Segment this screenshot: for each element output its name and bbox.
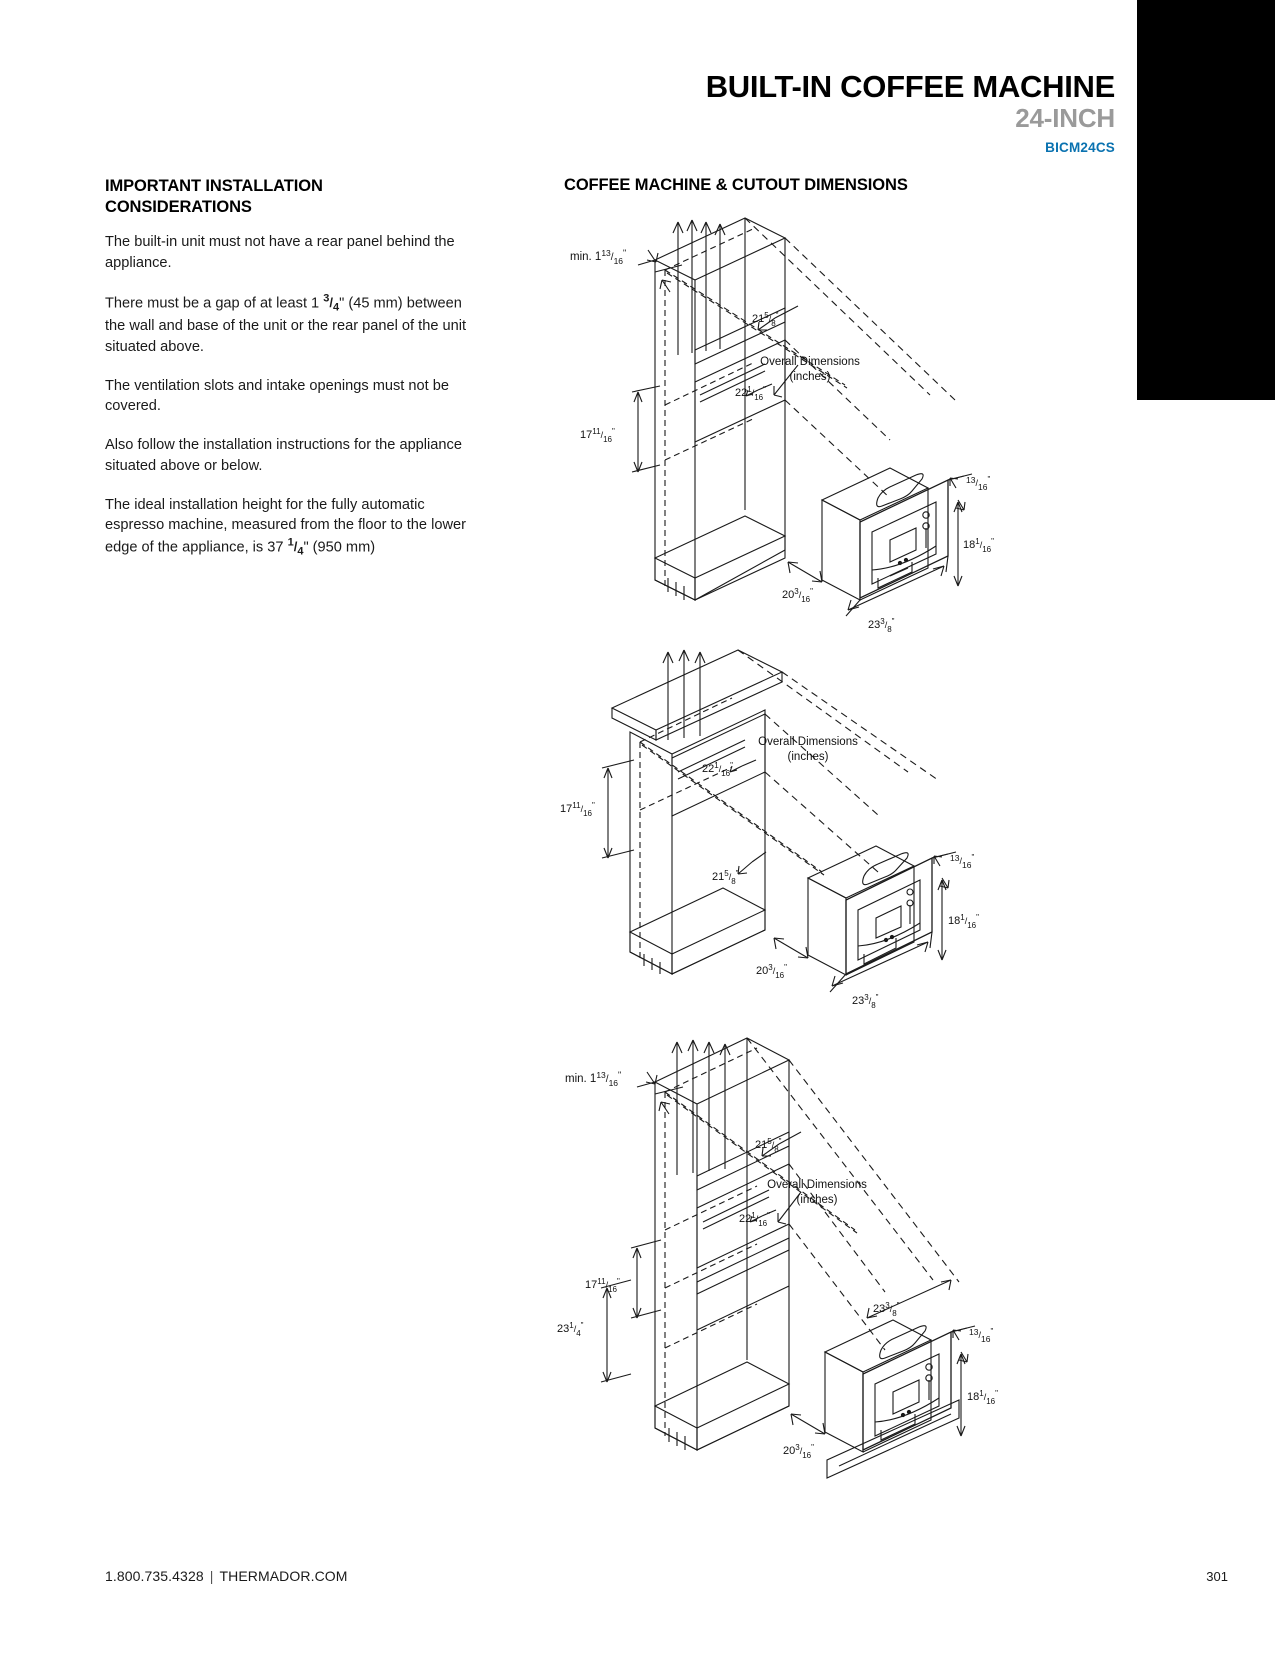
footer-phone: 1.800.735.4328 [105,1568,204,1584]
dim3-lower-vertical [601,1280,631,1382]
paragraph-4: Also follow the installation instructions for the appliance situated above or below. [105,437,462,474]
overall-dimensions-3-line1: Overall Dimensions [767,1179,867,1191]
airflow-arrows [663,650,705,740]
paragraph-2-text-a: There must be a gap of at least 1 [105,294,324,311]
page-subtitle: 24-INCH [1015,103,1115,134]
dim2-width-23 [830,932,932,992]
dim-17-11-16-label: $17^{11}_{/16}^"$ [580,427,615,444]
dim3-17-11-16-label: $17^{11}_{/16}^"$ [585,1277,620,1294]
fraction-three-quarters: $^3/_4$ [323,292,340,314]
dim-22-1-16-label: $22^1_{/16}^"$ [735,385,766,402]
overall-dimensions-3-line2: (inches) [796,1194,838,1206]
diagram-1-single-cutout [560,210,1000,640]
diagram-2-svg [560,640,1000,1020]
dim3-depth-vertical [631,1240,661,1318]
dim2-height-18 [932,852,956,960]
footer-separator: | [209,1568,214,1584]
dim2-23-3-8-label: $23^3_{/8}^"$ [852,993,879,1010]
dim3-depth-20 [791,1414,825,1434]
footer-website: THERMADOR.COM [219,1568,348,1584]
paragraph-3: The ventilation slots and intake openings must not be covered. [105,377,449,415]
dim-depth-20 [788,562,822,582]
dim3-22-1-16-label: $22^1_{/16}^"$ [739,1211,770,1228]
overall-dimensions-line1: Overall Dimensions [760,356,860,368]
dim2-22-1-16-label: $22^1_{/16}^"$ [702,761,733,778]
dim2-13-16-label: $^{13}/_{16}^"$ [950,853,975,870]
fraction-numerator: 1 [287,536,294,549]
dim3-min-gap-label: min. $1^{13}/_{16}^"$ [565,1070,622,1088]
section-heading: IMPORTANT INSTALLATION CONSIDERATIONS [105,177,323,217]
dim-min-gap-label: min. $1^{13}/_{16}^"$ [570,248,627,266]
dim-23-3-8-label: $23^3_{/8}^"$ [868,617,895,634]
diagram-3-tall-cabinet-cutout [555,1030,1005,1500]
dim2-depth-20 [774,938,808,958]
dim-height-18 [948,474,972,586]
diagram-2-flush-top-cutout [560,640,1000,1020]
fraction-denominator: 4 [332,301,340,314]
paragraph-5 [105,495,470,561]
dim-13-16-label: $^{13}/_{16}^"$ [966,475,991,492]
overall-dimensions-line2: (inches) [789,371,831,383]
page-header [706,70,1115,155]
model-number: BICM24CS [1045,140,1115,156]
dim3-20-3-16-label: $20^3_{/16}^"$ [783,1443,814,1460]
dim3-21-5-8-label: $21^5_{/8}^"$ [755,1137,782,1154]
overall-dimensions-2-line2: (inches) [787,751,829,763]
paragraph-2-text-b: " (45 mm) between the wall and base of the unit or the rear panel of the unit situated above. [105,294,467,355]
dim-20-3-16-label: $20^3_{/16}^"$ [782,587,813,604]
fraction-denominator: 4 [297,545,304,558]
dim3-23-3-8-label: $23^3_{/8}^"$ [873,1301,900,1318]
side-tab [1137,0,1275,400]
dim-21-5-8-label: $21^5_{/8}^"$ [752,311,779,328]
dim2-17-11-16-label: $17^{11}_{/16}^"$ [560,801,595,818]
page-number: 301 [1206,1569,1228,1584]
dim2-height-leader [738,852,766,874]
diagram-section-heading: COFFEE MACHINE & CUTOUT DIMENSIONS [564,176,908,194]
dim2-20-3-16-label: $20^3_{/16}^"$ [756,963,787,980]
diagram-1-svg [560,210,1000,640]
airflow-arrows [673,220,725,355]
dim3-13-16-label: $^{13}/_{16}^"$ [969,1327,994,1344]
paragraph-2 [105,292,470,358]
dim-cutout-width-leader-2 [730,760,756,772]
installation-considerations-section [105,176,470,560]
dim-18-1-16-label: $18^1_{/16}^"$ [963,537,994,554]
paragraph-5-text-b: " (950 mm) [303,539,376,556]
page-title: BUILT-IN COFFEE MACHINE [705,69,1115,104]
overall-dimensions-2-line1: Overall Dimensions [758,736,858,748]
dim2-21-5-8-label: $21^5_{/8}^"$ [712,869,739,886]
dim-min-gap [638,250,682,292]
paragraph-5-text-a: The ideal installation height for the fully automatic espresso machine, measured from the floor to the lower edge of the appliance, is 37 [105,496,466,556]
dim-depth-vertical [632,386,660,472]
fraction-numerator: 3 [323,292,330,305]
dim3-23-1-4-label: $23^1_{/4}^"$ [557,1321,584,1338]
dim3-18-1-16-label: $18^1_{/16}^"$ [967,1389,998,1406]
fraction-one-quarter: $^1/_4$ [287,536,304,558]
diagram-3-svg [555,1030,1005,1500]
paragraph-1: The built-in unit must not have a rear panel behind the appliance. [105,234,455,271]
footer [105,1568,348,1584]
dim2-depth-vertical [602,760,634,858]
dim2-18-1-16-label: $18^1_{/16}^"$ [948,913,979,930]
